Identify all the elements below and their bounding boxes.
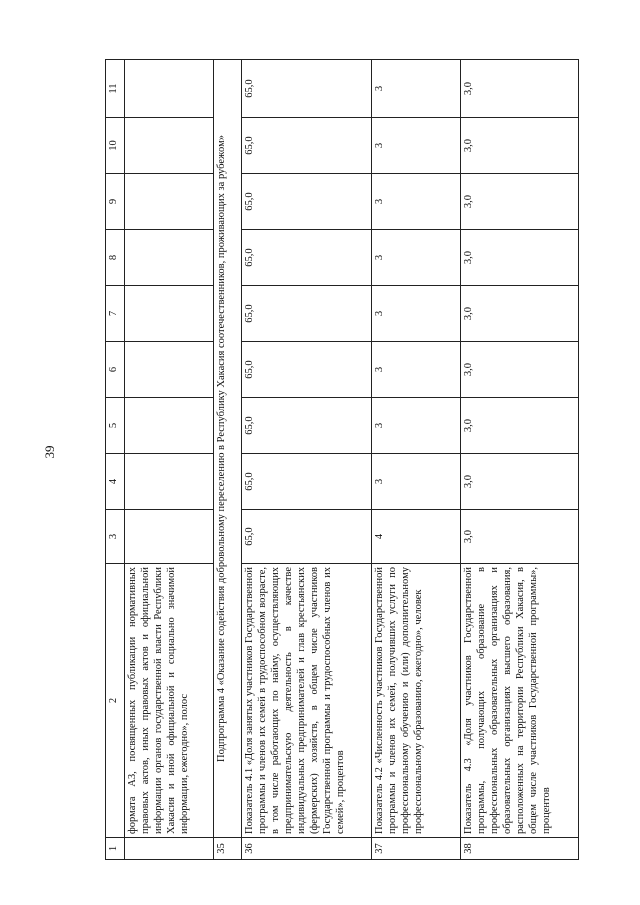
value-cell: 3 xyxy=(372,174,461,230)
header-cell: 8 xyxy=(106,230,125,286)
header-cell: 6 xyxy=(106,342,125,398)
value-cell: 3 xyxy=(372,454,461,510)
header-cell: 1 xyxy=(106,838,125,860)
value-cell: 3 xyxy=(372,60,461,118)
header-cell: 4 xyxy=(106,454,125,510)
value-cell: 3 xyxy=(372,342,461,398)
rotated-table-container xyxy=(105,60,630,860)
header-cell: 11 xyxy=(106,60,125,118)
subprogram-title: Подпрограмма 4 «Оказание содействия добровольному переселению в Республику Хакасия соотечественников, проживающих за рубежом» xyxy=(214,60,242,838)
value-cell: 3,0 xyxy=(461,230,579,286)
value-cell: 65,0 xyxy=(242,286,372,342)
value-cell: 65,0 xyxy=(242,118,372,174)
header-cell: 5 xyxy=(106,398,125,454)
value-cell: 3,0 xyxy=(461,60,579,118)
value-cell: 65,0 xyxy=(242,342,372,398)
row-number: 36 xyxy=(242,838,372,860)
value-cell: 3,0 xyxy=(461,118,579,174)
table-row xyxy=(242,60,372,860)
row-number: 35 xyxy=(214,838,242,860)
value-cell: 3 xyxy=(372,286,461,342)
indicators-table xyxy=(105,59,579,860)
value-cell: 65,0 xyxy=(242,398,372,454)
indicator-text: Показатель 4.1 «Доля занятых участников Государственной программы и членов их семей в трудоспособном возрасте, в том числе работающих по найму, осуществляющих предпринимательскую деятельность в качестве индивидуальных предпринимателей и глав крестьянских (фермерских) хозяйств, в общем числе участников Государственной программы и трудоспособных членов их семей», процентов xyxy=(242,564,372,838)
value-cell xyxy=(125,342,214,398)
header-cell: 9 xyxy=(106,174,125,230)
indicator-text: Показатель 4.3 «Доля участников Государственной программы, получающих образование в профессиональных образовательных организациях и образовательных организациях высшего образования, расположенных на территории Республики Хакасия, в общем числе участников Государственной программы», процентов xyxy=(461,564,579,838)
header-cell: 7 xyxy=(106,286,125,342)
value-cell: 4 xyxy=(372,510,461,564)
indicator-text: Показатель 4.2 «Численность участников Государственной программы и членов их семей, получивших услуги по профессиональному обучению и (или) дополнительному профессиональному образованию, ежегодно», человек xyxy=(372,564,461,838)
value-cell: 3 xyxy=(372,398,461,454)
value-cell xyxy=(125,230,214,286)
value-cell: 3 xyxy=(372,230,461,286)
value-cell: 65,0 xyxy=(242,454,372,510)
value-cell: 3,0 xyxy=(461,342,579,398)
subprogram-row xyxy=(214,60,242,860)
header-cell: 2 xyxy=(106,564,125,838)
value-cell xyxy=(125,510,214,564)
table-row xyxy=(461,60,579,860)
indicator-text: формата А3, посвященных публикации нормативных правовых актов, иных правовых актов и официальной информации органов государственной власти Республики Хакасия и иной официальной и социально значимой информации, ежегодно», полос xyxy=(125,564,214,838)
header-cell: 10 xyxy=(106,118,125,174)
value-cell xyxy=(125,286,214,342)
header-cell: 3 xyxy=(106,510,125,564)
value-cell: 3 xyxy=(372,118,461,174)
value-cell: 3,0 xyxy=(461,174,579,230)
page-number: 39 xyxy=(42,445,57,459)
value-cell: 3,0 xyxy=(461,398,579,454)
value-cell xyxy=(125,174,214,230)
value-cell: 65,0 xyxy=(242,174,372,230)
row-number: 37 xyxy=(372,838,461,860)
value-cell xyxy=(125,398,214,454)
value-cell: 3,0 xyxy=(461,510,579,564)
value-cell xyxy=(125,454,214,510)
row-number xyxy=(125,838,214,860)
value-cell xyxy=(125,60,214,118)
header-row xyxy=(106,60,125,860)
value-cell: 3,0 xyxy=(461,454,579,510)
value-cell: 65,0 xyxy=(242,230,372,286)
table-row xyxy=(372,60,461,860)
value-cell: 3,0 xyxy=(461,286,579,342)
row-number: 38 xyxy=(461,838,579,860)
value-cell xyxy=(125,118,214,174)
value-cell: 65,0 xyxy=(242,510,372,564)
table-row xyxy=(125,60,214,860)
value-cell: 65,0 xyxy=(242,60,372,118)
